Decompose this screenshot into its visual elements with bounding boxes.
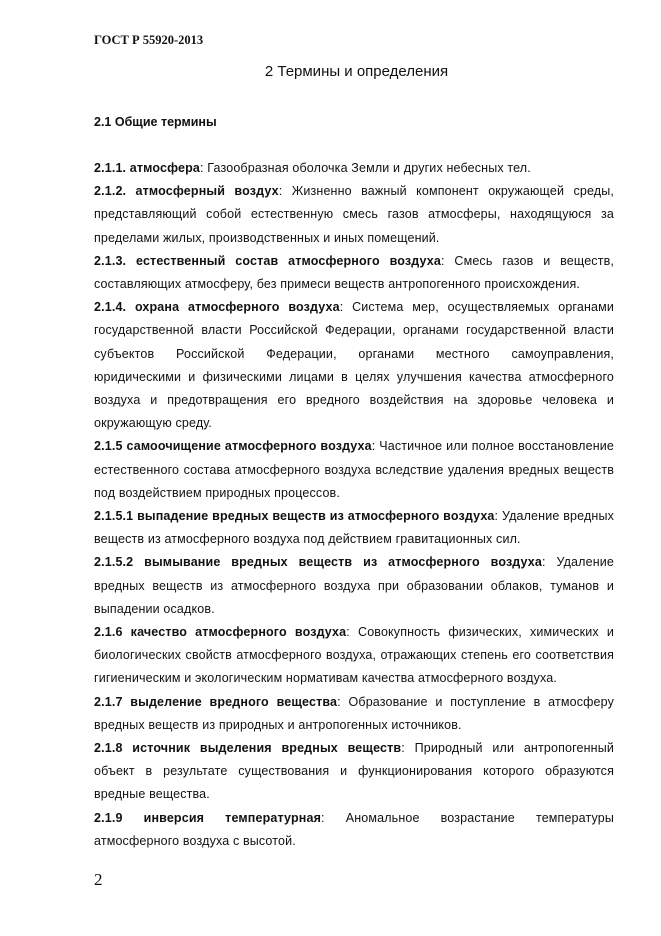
page-number: 2 — [94, 870, 103, 889]
term-definition: : Смесь газов и веществ, составляющих атмосферу, без примеси веществ антропогенного происхождения. — [94, 253, 614, 292]
term-entry — [94, 807, 614, 853]
document-header: ГОСТ Р 55920-2013 — [94, 33, 204, 47]
term-entry — [94, 180, 614, 250]
term-definition: : Частичное или полное восстановление естественного состава атмосферного воздуха вследствие удаления вредных веществ под воздействием природных процессов. — [94, 439, 614, 500]
term-label: 2.1.5.1 выпадение вредных веществ из атмосферного воздуха — [94, 509, 495, 524]
term-entry — [94, 250, 614, 296]
term-label: 2.1.3. естественный состав атмосферного воздуха — [94, 253, 441, 268]
term-label: 2.1.6 качество атмосферного воздуха — [94, 625, 347, 640]
term-definition: : Образование и поступление в атмосферу вредных веществ из природных и антропогенных источников. — [94, 694, 614, 732]
term-definition: : Совокупность физических, химических и биологических свойств атмосферного воздуха, отражающих степень его соответствия гигиеническим и экологическим нормативам качества атмосферного воздуха. — [94, 625, 614, 686]
term-label: 2.1.7 выделение вредного вещества — [94, 694, 338, 709]
term-definition: : Природный или антропогенный объект в результате существования и функционирования которого образуются вредные вещества. — [94, 741, 614, 802]
term-definition: : Система мер, осуществляемых органами государственной власти Российской Федерации, органами государственной власти субъектов Российской Федерации, органами местного самоуправления, юридическими и физическими лицами в целях улучшения качества атмосферного воздуха и предотвращения его вредного воздействия на здоровье человека и окружающую среду. — [94, 300, 614, 431]
term-definition: : Жизненно важный компонент окружающей среды, представляющий собой естественную смесь газов атмосферы, находящуюся за пределами жилых, производственных и иных помещений. — [94, 184, 614, 245]
term-entry — [94, 691, 614, 737]
term-entry — [94, 551, 614, 621]
term-entry — [94, 435, 614, 505]
section-title: 2 Термины и определения — [264, 63, 449, 80]
term-definition: : Удаление вредных веществ из атмосферного воздуха при образовании облаков, туманов и выпадении осадков. — [94, 555, 614, 616]
term-entry — [94, 737, 614, 807]
subsection-title: 2.1 Общие термины — [94, 115, 217, 129]
term-label: 2.1.9 инверсия температурная — [94, 810, 322, 825]
term-entry — [94, 296, 614, 435]
term-label: 2.1.2. атмосферный воздух — [94, 184, 279, 199]
term-entry — [94, 157, 614, 180]
term-label: 2.1.4. охрана атмосферного воздуха — [94, 300, 340, 315]
term-definition: : Удаление вредных веществ из атмосферного воздуха под действием гравитационных сил. — [94, 509, 614, 547]
term-entry — [94, 505, 614, 551]
terms-list — [94, 157, 614, 853]
term-label: 2.1.8 источник выделения вредных веществ — [94, 741, 402, 756]
term-label: 2.1.1. атмосфера — [94, 161, 201, 175]
term-entry — [94, 621, 614, 691]
term-label: 2.1.5.2 вымывание вредных веществ из атмосферного воздуха — [94, 555, 542, 570]
term-definition: : Газообразная оболочка Земли и других небесных тел. — [200, 161, 531, 175]
term-definition: : Аномальное возрастание температуры атмосферного воздуха с высотой. — [94, 810, 614, 848]
term-label: 2.1.5 самоочищение атмосферного воздуха — [94, 439, 372, 454]
